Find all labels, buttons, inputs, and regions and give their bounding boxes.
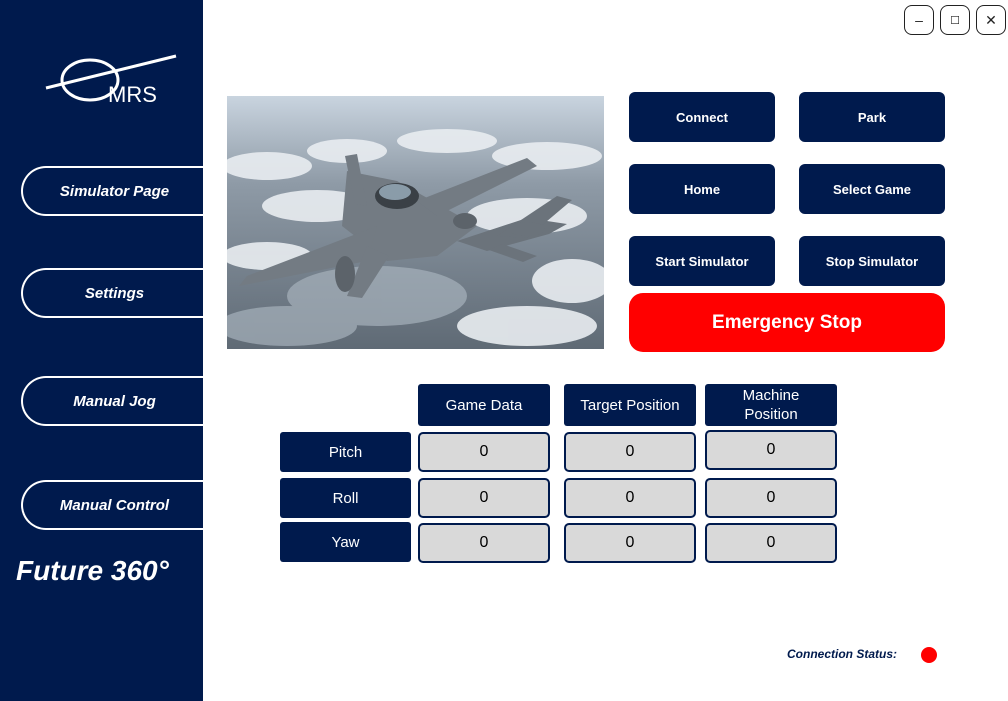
header-game-data: Game Data (418, 384, 550, 426)
close-icon: ✕ (985, 11, 997, 28)
nav-simulator-page-label: Simulator Page (59, 182, 170, 200)
park-button[interactable]: Park (799, 92, 945, 142)
logo-text: MRS (108, 82, 157, 107)
roll-machine-position-value: 0 (705, 478, 837, 518)
close-button[interactable] (976, 5, 1006, 35)
stop-simulator-button[interactable]: Stop Simulator (799, 236, 945, 286)
maximize-icon: ☐ (950, 14, 960, 27)
emergency-stop-button[interactable]: Emergency Stop (629, 293, 945, 352)
maximize-button[interactable] (940, 5, 970, 35)
nav-settings-label: Settings (84, 284, 145, 302)
sidebar (0, 0, 203, 701)
connection-status-label: Connection Status: (787, 647, 897, 661)
yaw-target-position-value: 0 (564, 523, 696, 563)
pitch-game-data-value: 0 (418, 432, 550, 472)
fighter-jet-image (227, 96, 604, 349)
row-label-pitch: Pitch (280, 432, 411, 472)
nav-settings[interactable] (21, 268, 206, 318)
home-button[interactable]: Home (629, 164, 775, 214)
brand-title: Future 360° (16, 555, 169, 586)
nav-manual-control-label: Manual Control (59, 496, 170, 514)
pitch-target-position-value: 0 (564, 432, 696, 472)
row-label-roll: Roll (280, 478, 411, 518)
pitch-machine-position-value: 0 (705, 430, 837, 470)
nav-manual-jog-label: Manual Jog (73, 392, 156, 410)
header-target-position: Target Position (564, 384, 696, 426)
minimize-button[interactable] (904, 5, 934, 35)
yaw-game-data-value: 0 (418, 523, 550, 563)
nav-manual-control[interactable] (21, 480, 206, 530)
roll-game-data-value: 0 (418, 478, 550, 518)
header-machine-position: Machine Position (705, 384, 837, 426)
connection-status-indicator (921, 647, 937, 663)
roll-target-position-value: 0 (564, 478, 696, 518)
start-simulator-button[interactable]: Start Simulator (629, 236, 775, 286)
row-label-yaw: Yaw (280, 522, 411, 562)
nav-simulator-page[interactable] (21, 166, 206, 216)
nav-manual-jog[interactable] (21, 376, 206, 426)
mrs-logo (40, 52, 190, 108)
minimize-icon: – (915, 12, 923, 28)
select-game-button[interactable]: Select Game (799, 164, 945, 214)
yaw-machine-position-value: 0 (705, 523, 837, 563)
connect-button[interactable]: Connect (629, 92, 775, 142)
